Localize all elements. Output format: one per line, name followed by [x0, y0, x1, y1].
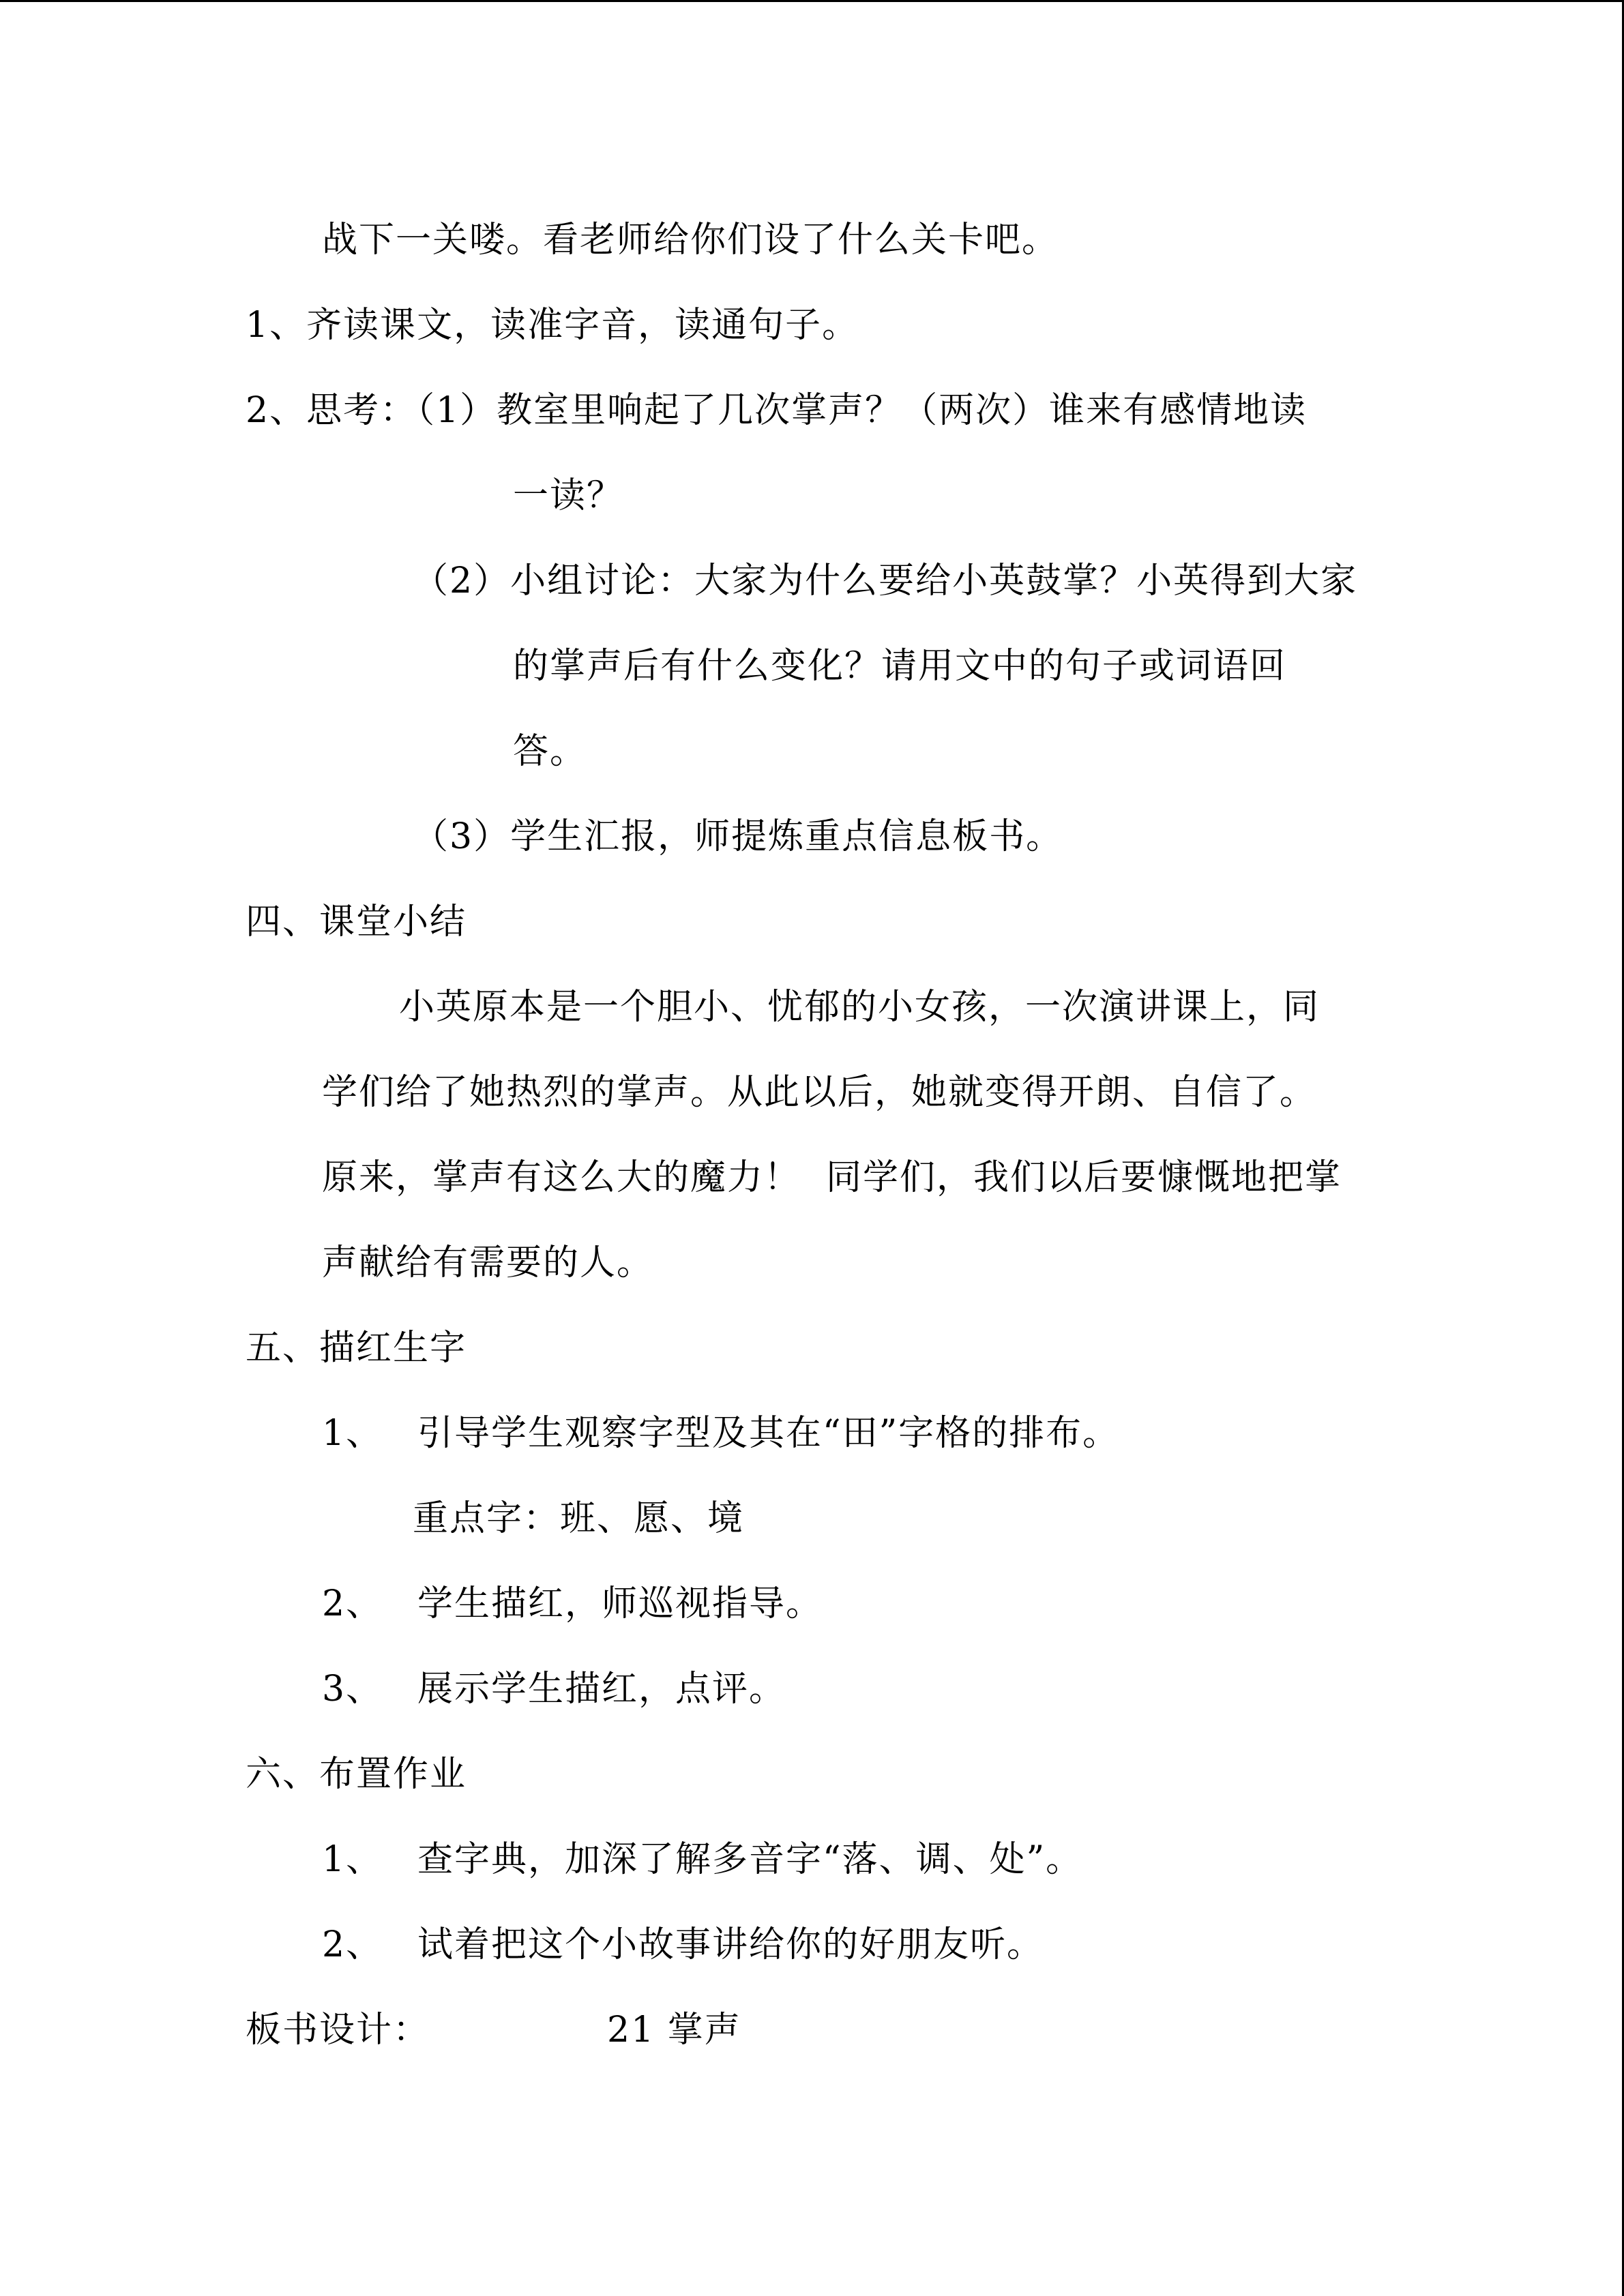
board-design-title: 21 掌声	[607, 2010, 741, 2051]
section-heading: 五、描红生字	[246, 1328, 467, 1369]
list-text: 学生描红，师巡视指导。	[417, 1583, 823, 1624]
list-item: 1、齐读课文，读准字音，读通句子。	[246, 305, 859, 346]
list-number: 1、	[322, 1413, 383, 1454]
paragraph-line: 原来，掌声有这么大的魔力！ 同学们，我们以后要慷慨地把掌	[322, 1157, 1342, 1198]
paragraph-line: 声献给有需要的人。	[322, 1242, 654, 1283]
text-line: 战下一关喽。看老师给你们设了什么关卡吧。	[322, 220, 1059, 260]
list-text: 试着把这个小故事讲给你的好朋友听。	[417, 1924, 1044, 1965]
paragraph-line: 学们给了她热烈的掌声。从此以后，她就变得开朗、自信了。	[322, 1072, 1317, 1113]
list-number: 2、	[322, 1924, 383, 1965]
list-item	[322, 1838, 1082, 1881]
list-item	[322, 1667, 786, 1711]
text-line: 的掌声后有什么变化？请用文中的句子或词语回	[513, 646, 1287, 687]
list-item	[322, 1412, 1119, 1455]
list-number: 2、	[322, 1583, 383, 1624]
list-item: （2）小组讨论：大家为什么要给小英鼓掌？小英得到大家	[413, 561, 1358, 601]
section-heading: 六、布置作业	[246, 1754, 467, 1795]
list-item: 2、思考：（1）教室里响起了几次掌声？（两次）谁来有感情地读	[246, 390, 1308, 431]
list-text: 引导学生观察字型及其在“田”字格的排布。	[417, 1413, 1120, 1454]
paragraph-line: 小英原本是一个胆小、忧郁的小女孩，一次演讲课上，同	[399, 987, 1320, 1028]
text-line: 重点字：班、愿、境	[413, 1498, 745, 1539]
section-heading: 四、课堂小结	[246, 901, 467, 942]
list-number: 1、	[322, 1839, 383, 1880]
list-number: 3、	[322, 1669, 383, 1710]
board-design-label: 板书设计：	[246, 2010, 430, 2051]
list-item	[322, 1582, 823, 1626]
list-item	[322, 1923, 1044, 1967]
text-line: 一读？	[513, 475, 624, 516]
list-text: 查字典，加深了解多音字“落、调、处”。	[417, 1839, 1083, 1880]
text-line: 答。	[513, 731, 587, 772]
page-border-top	[0, 0, 1624, 2]
list-text: 展示学生描红，点评。	[417, 1669, 786, 1710]
list-item: （3）学生汇报，师提炼重点信息板书。	[413, 816, 1063, 857]
